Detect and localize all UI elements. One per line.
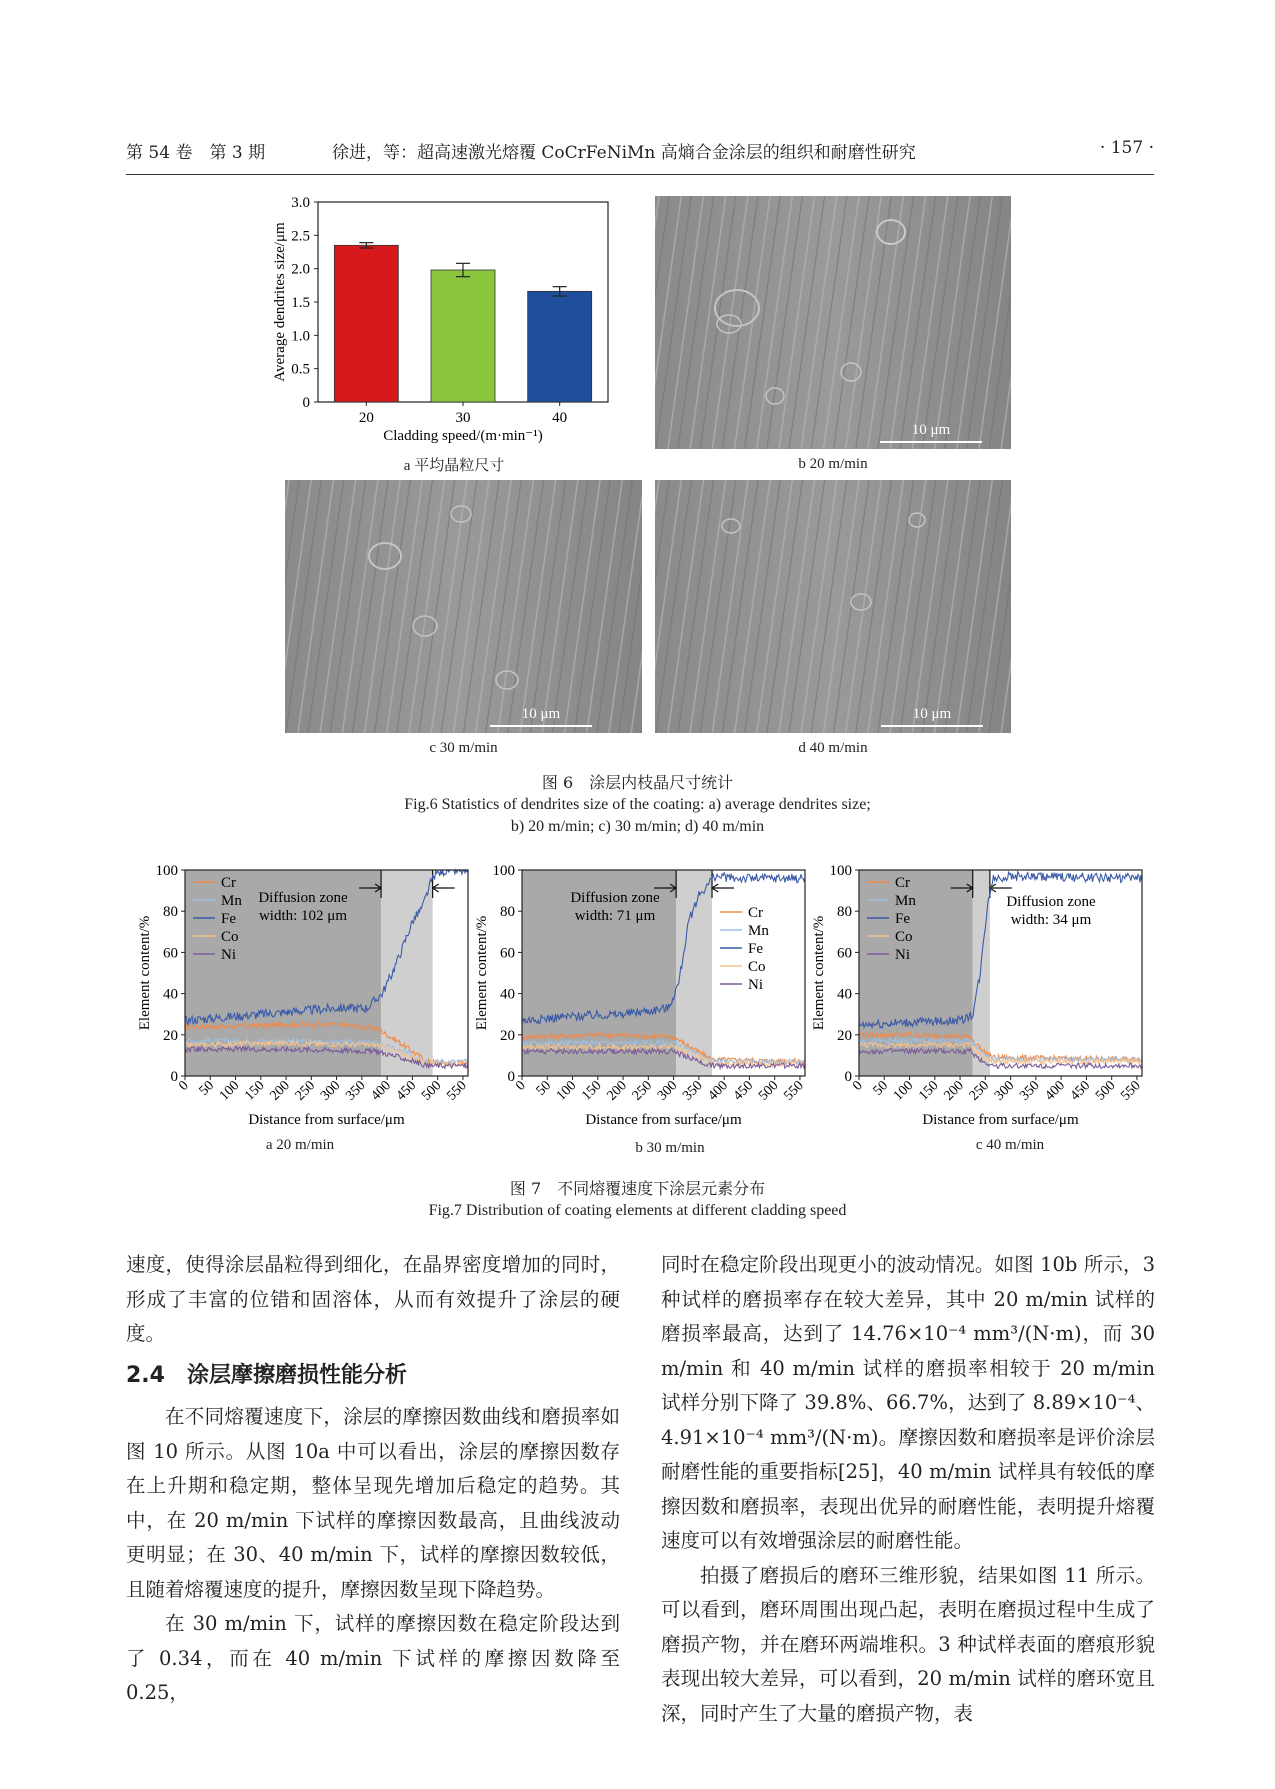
legend-label: Cr (221, 875, 236, 891)
y-axis-label: Average dendrites size/μm (272, 222, 288, 382)
legend-label: Cr (895, 875, 910, 891)
legend-label: Mn (748, 923, 769, 939)
y-tick-label: 80 (837, 904, 852, 921)
x-tick-label: 300 (654, 1078, 681, 1104)
fig7c-chart (807, 860, 1157, 1140)
diffusion-width-label: width: 34 μm (1010, 912, 1092, 928)
arrow-left (990, 884, 1012, 892)
journal-volume: 第 54 卷 第 3 期 (126, 143, 266, 163)
scale-bar-label: 10 μm (521, 706, 561, 722)
x-tick-label: 400 (705, 1078, 731, 1104)
sem-image-40mmin (655, 480, 1011, 733)
fig6d-caption: d 40 m/min (798, 740, 868, 756)
y-tick-label: 100 (829, 863, 852, 879)
x-tick-label: 450 (730, 1078, 757, 1104)
fig7b-svg (470, 860, 820, 1140)
y-tick-label: 60 (837, 945, 852, 962)
y-axis-label: Element content/% (137, 915, 153, 1031)
x-tick-label: 550 (444, 1078, 470, 1104)
x-tick-label: 250 (292, 1078, 319, 1104)
x-tick-label: 500 (1093, 1078, 1119, 1104)
fig6a-caption: a 平均晶粒尺寸 (403, 458, 505, 474)
x-tick-label: 350 (680, 1078, 706, 1104)
x-tick-label: 400 (1042, 1078, 1068, 1104)
y-tick-label: 80 (163, 904, 178, 921)
legend-label: Ni (895, 947, 910, 963)
fig7-caption-en: Fig.7 Distribution of coating elements at different cladding speed (428, 1202, 847, 1219)
fig7b-chart (470, 860, 820, 1140)
x-tick-label: 100 (216, 1078, 243, 1104)
paragraph-right-1: 同时在稳定阶段出现更小的波动情况。如图 10b 所示，3 种试样的磨损率存在较大差异，其中 20 m/min 试样的磨损率最高，达到了 14.76×10⁻⁴ mm³/(N·m)，而 30 m/min 和 40 m/min 试样的磨损率相较于 20 m/min 试样分别下降了 39.8%、66.7%，达到了 8.89×10⁻⁴、4.91×10⁻⁴ mm³/(N·m)。摩擦因数和磨损率是评价涂层耐磨性能的重要指标[25]，40 m/min 试样具有较低的摩擦因数和磨损率，表现出优异的耐磨性能，表明提升熔覆速度可以有效增强涂层的耐磨性能。 (661, 1253, 1155, 1552)
x-tick-label: 100 (890, 1078, 917, 1104)
sem-image-20mmin (655, 196, 1011, 449)
fig6-caption-zh: 图 6 涂层内枝晶尺寸统计 (541, 773, 734, 792)
scale-bar-label: 10 μm (912, 706, 952, 722)
fig6b-caption: b 20 m/min (798, 456, 868, 472)
y-tick-label: 2.0 (291, 261, 310, 278)
x-tick-label: 50 (870, 1078, 892, 1099)
arrow-left (712, 884, 734, 892)
bar-chart-svg (268, 188, 640, 448)
y-tick-label: 0 (844, 1069, 852, 1085)
x-tick-label: 50 (533, 1078, 555, 1099)
section-heading: 2.4 涂层摩擦磨损性能分析 (126, 1363, 407, 1388)
legend-label: Fe (748, 941, 763, 957)
x-tick-label: 350 (1017, 1078, 1043, 1104)
fig7a-caption: a 20 m/min (265, 1137, 335, 1153)
x-tick-label: 40 (552, 410, 568, 426)
y-tick-label: 1.0 (291, 328, 310, 345)
x-tick-label: 0 (850, 1078, 866, 1094)
sem-texture (655, 196, 1011, 449)
fig7c-caption: c 40 m/min (975, 1137, 1045, 1153)
header-rule (126, 174, 1154, 175)
legend-label: Mn (895, 893, 916, 909)
x-tick-label: 300 (317, 1078, 344, 1104)
x-tick-label: 300 (991, 1078, 1018, 1104)
diffusion-width-label: width: 71 μm (574, 908, 656, 924)
sem-image-30mmin (285, 480, 642, 733)
fig7b-caption: b 30 m/min (635, 1140, 705, 1156)
fig6-caption-en-line2: b) 20 m/min; c) 30 m/min; d) 40 m/min (510, 818, 765, 835)
fig6c-caption: c 30 m/min (429, 740, 498, 756)
y-tick-label: 40 (837, 986, 852, 1003)
x-tick-label: 500 (756, 1078, 782, 1104)
y-tick-label: 1.5 (291, 295, 310, 311)
fig7c-svg (807, 860, 1157, 1140)
x-tick-label: 550 (1118, 1078, 1144, 1104)
y-tick-label: 0.5 (291, 361, 310, 378)
fig7-caption-zh: 图 7 不同熔覆速度下涂层元素分布 (509, 1179, 766, 1198)
y-tick-label: 100 (492, 863, 515, 879)
y-tick-label: 0 (507, 1069, 515, 1085)
arrow-left (433, 884, 455, 892)
legend-label: Co (221, 929, 239, 945)
x-tick-label: 450 (393, 1078, 420, 1104)
x-tick-label: 200 (267, 1078, 293, 1104)
x-tick-label: 350 (343, 1078, 369, 1104)
left-column-body (126, 1400, 620, 1711)
scale-bar-b (880, 422, 982, 443)
x-tick-label: 250 (966, 1078, 993, 1104)
y-tick-label: 0 (170, 1069, 178, 1085)
x-tick-label: 450 (1067, 1078, 1094, 1104)
diffusion-zone-label: Diffusion zone (258, 890, 348, 906)
right-column (661, 1248, 1155, 1731)
legend-label: Ni (748, 977, 763, 993)
legend-label: Ni (221, 947, 236, 963)
x-tick-label: 200 (941, 1078, 967, 1104)
legend-label: Mn (221, 893, 242, 909)
x-tick-label: 150 (916, 1078, 942, 1104)
fig7a-chart (133, 860, 483, 1140)
bar (431, 270, 495, 402)
left-column (126, 1248, 620, 1352)
y-axis-label: Element content/% (474, 915, 490, 1031)
x-tick-label: 400 (368, 1078, 394, 1104)
legend-label: Co (895, 929, 913, 945)
fig6a-bar-chart (268, 188, 640, 448)
sem-texture (655, 480, 1011, 733)
x-tick-label: 200 (604, 1078, 630, 1104)
paragraph-left-3: 在 30 m/min 下，试样的摩擦因数在稳定阶段达到了 0.34，而在 40 m/min 下试样的摩擦因数降至 0.25， (126, 1612, 620, 1704)
x-tick-label: 20 (358, 410, 374, 426)
y-tick-label: 20 (500, 1027, 515, 1044)
y-tick-label: 2.5 (291, 228, 310, 245)
y-tick-label: 40 (163, 986, 178, 1003)
x-axis-label: Distance from surface/μm (585, 1112, 742, 1128)
legend-label: Fe (221, 911, 236, 927)
article-running-title: 徐进，等：超高速激光熔覆 CoCrFeNiMn 高熵合金涂层的组织和耐磨性研究 (332, 143, 916, 163)
fig7a-svg (133, 860, 483, 1140)
y-tick-label: 0 (302, 395, 310, 411)
fig6-caption-en-line1: Fig.6 Statistics of dendrites size of the coating: a) average dendrites size; (404, 796, 871, 813)
paragraph-right-2: 拍摄了磨损后的磨环三维形貌，结果如图 11 所示。可以看到，磨环周围出现凸起，表明在磨损过程中生成了磨损产物，并在磨环两端堆积。3 种试样表面的磨痕形貌表现出较大差异，可以看到，20 m/min 试样的磨环宽且深，同时产生了大量的磨损产物，表 (661, 1563, 1155, 1725)
x-tick-label: 150 (242, 1078, 268, 1104)
y-tick-label: 20 (163, 1027, 178, 1044)
x-tick-label: 100 (553, 1078, 580, 1104)
bar (334, 245, 398, 402)
x-axis-label: Distance from surface/μm (922, 1112, 1079, 1128)
x-tick-label: 0 (176, 1078, 192, 1094)
diffusion-zone-label: Diffusion zone (1006, 894, 1096, 910)
scale-bar-d (881, 706, 983, 727)
x-tick-label: 50 (196, 1078, 218, 1099)
running-header (126, 138, 1154, 168)
paragraph-left-1: 速度，使得涂层晶粒得到细化，在晶界密度增加的同时，形成了丰富的位错和固溶体，从而有效提升了涂层的硬度。 (126, 1253, 620, 1345)
y-tick-label: 60 (163, 945, 178, 962)
sem-texture (285, 480, 642, 733)
x-tick-label: 0 (513, 1078, 529, 1094)
scale-bar-c (490, 706, 592, 727)
scale-bar-label: 10 μm (911, 422, 951, 438)
y-axis-label: Element content/% (811, 915, 827, 1031)
y-tick-label: 80 (500, 904, 515, 921)
diffusion-width-label: width: 102 μm (258, 908, 348, 924)
y-tick-label: 20 (837, 1027, 852, 1044)
diffusion-zone-shade (676, 870, 712, 1076)
y-tick-label: 3.0 (291, 195, 310, 211)
x-axis-label: Cladding speed/(m·min⁻¹) (383, 428, 543, 444)
diffusion-zone-label: Diffusion zone (570, 890, 660, 906)
legend-label: Cr (748, 905, 763, 921)
x-tick-label: 250 (629, 1078, 656, 1104)
coating-zone-shade (859, 870, 973, 1076)
y-tick-label: 60 (500, 945, 515, 962)
x-axis-label: Distance from surface/μm (248, 1112, 405, 1128)
bar (528, 291, 592, 402)
x-tick-label: 150 (579, 1078, 605, 1104)
x-tick-label: 30 (455, 410, 471, 426)
legend-label: Fe (895, 911, 910, 927)
x-tick-label: 500 (419, 1078, 445, 1104)
page-number: · 157 · (1099, 138, 1154, 158)
y-tick-label: 40 (500, 986, 515, 1003)
paragraph-left-2: 在不同熔覆速度下，涂层的摩擦因数曲线和磨损率如图 10 所示。从图 10a 中可以看出，涂层的摩擦因数存在上升期和稳定期，整体呈现先增加后稳定的趋势。其中，在 20 m/min 下试样的摩擦因数最高，且曲线波动更明显；在 30、40 m/min 下，试样的摩擦因数较低，且随着熔覆速度的提升，摩擦因数呈现下降趋势。 (126, 1405, 620, 1601)
legend-label: Co (748, 959, 766, 975)
x-tick-label: 550 (781, 1078, 807, 1104)
y-tick-label: 100 (155, 863, 178, 879)
fig6-caption-en (0, 794, 1275, 838)
